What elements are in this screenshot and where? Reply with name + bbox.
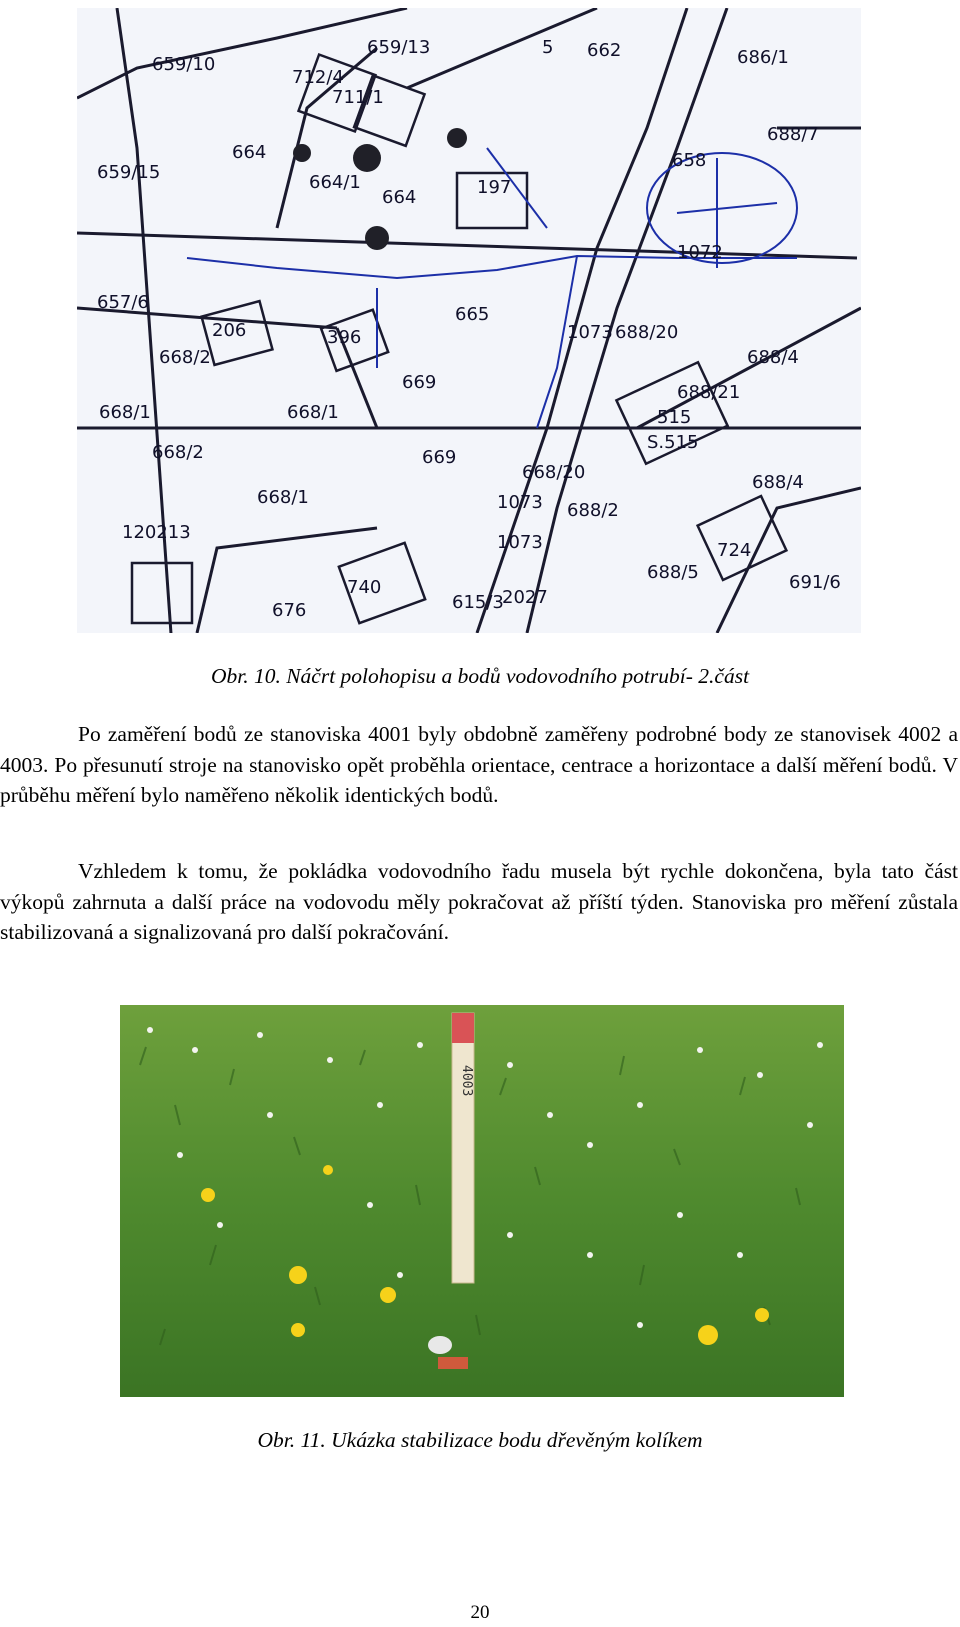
paragraph-text: Vzhledem k tomu, že pokládka vodovodního řadu musela být rychle dokončena, byla tato část výkopů zahrnuta a další práce na vodovodu měly pokračovat až příští týden. Stanoviska pro měření zůstala stabilizovaná a signalizovaná pro další pokračování.: [0, 859, 958, 944]
map-label: 2027: [502, 587, 548, 608]
page-number: 20: [470, 1602, 490, 1623]
map-label: 665: [455, 304, 490, 325]
map-label: 658: [672, 150, 707, 171]
map-label: 664: [382, 187, 417, 208]
map-label: 688/4: [752, 472, 804, 493]
map-sketch-drawing: [77, 8, 861, 633]
map-label: S.515: [647, 432, 699, 453]
map-label: 668/2: [152, 442, 204, 463]
map-label: 668/1: [287, 402, 339, 423]
map-label: 206: [212, 320, 247, 341]
figure-11-caption: Obr. 11. Ukázka stabilizace bodu dřevěným kolíkem: [257, 1428, 703, 1452]
map-label: 669: [422, 447, 457, 468]
map-label: 1073: [497, 532, 543, 553]
map-label: 669: [402, 372, 437, 393]
map-label: 120213: [122, 522, 191, 543]
map-label: 668/1: [99, 402, 151, 423]
map-label: 691/6: [789, 572, 841, 593]
map-label: 688/20: [615, 322, 679, 343]
map-label: 615/3: [452, 592, 504, 613]
map-label: 668/1: [257, 487, 309, 508]
map-label: 688/2: [567, 500, 619, 521]
map-label: 668/20: [522, 462, 586, 483]
map-label: 664: [232, 142, 267, 163]
map-label: 662: [587, 40, 622, 61]
map-label: 686/1: [737, 47, 789, 68]
map-label: 657/6: [97, 292, 149, 313]
map-label: 1072: [677, 242, 723, 263]
map-label: 659/13: [367, 37, 431, 58]
map-label: 740: [347, 577, 382, 598]
map-label: 688/4: [747, 347, 799, 368]
map-label: 1073: [497, 492, 543, 513]
map-label: 712/4: [292, 67, 344, 88]
map-label: 688/21: [677, 382, 741, 403]
map-label: 659/15: [97, 162, 161, 183]
map-label: 659/10: [152, 54, 216, 75]
map-label: 515: [657, 407, 692, 428]
map-label: 197: [477, 177, 512, 198]
paragraph-text: Po zaměření bodů ze stanoviska 4001 byly obdobně zaměřeny podrobné body ze stanovisek 4002 a 4003. Po přesunutí stroje na stanovisko opět proběhla orientace, centrace a horizontace a další měření bodů. V průběhu měření bylo naměřeno několik identických bodů.: [0, 722, 958, 807]
map-label: 711/1: [332, 87, 384, 108]
map-label: 1073: [567, 322, 613, 343]
map-label: 676: [272, 600, 307, 621]
map-label: 724: [717, 540, 752, 561]
map-label: 688/7: [767, 124, 819, 145]
map-label: 5: [542, 37, 554, 58]
figure-10-caption: Obr. 10. Náčrt polohopisu a bodů vodovodního potrubí- 2.část: [210, 664, 750, 688]
map-label: 664/1: [309, 172, 361, 193]
figure-10-map-sketch: [77, 8, 861, 633]
map-label: 396: [327, 327, 362, 348]
map-label: 668/2: [159, 347, 211, 368]
stake-label: 4003: [459, 1065, 474, 1097]
figure-11-stake-photo: [120, 1005, 844, 1397]
map-label: 688/5: [647, 562, 699, 583]
stake-photo-drawing: [120, 1005, 844, 1397]
paragraph-2: [0, 856, 958, 948]
paragraph-1: [0, 719, 958, 811]
